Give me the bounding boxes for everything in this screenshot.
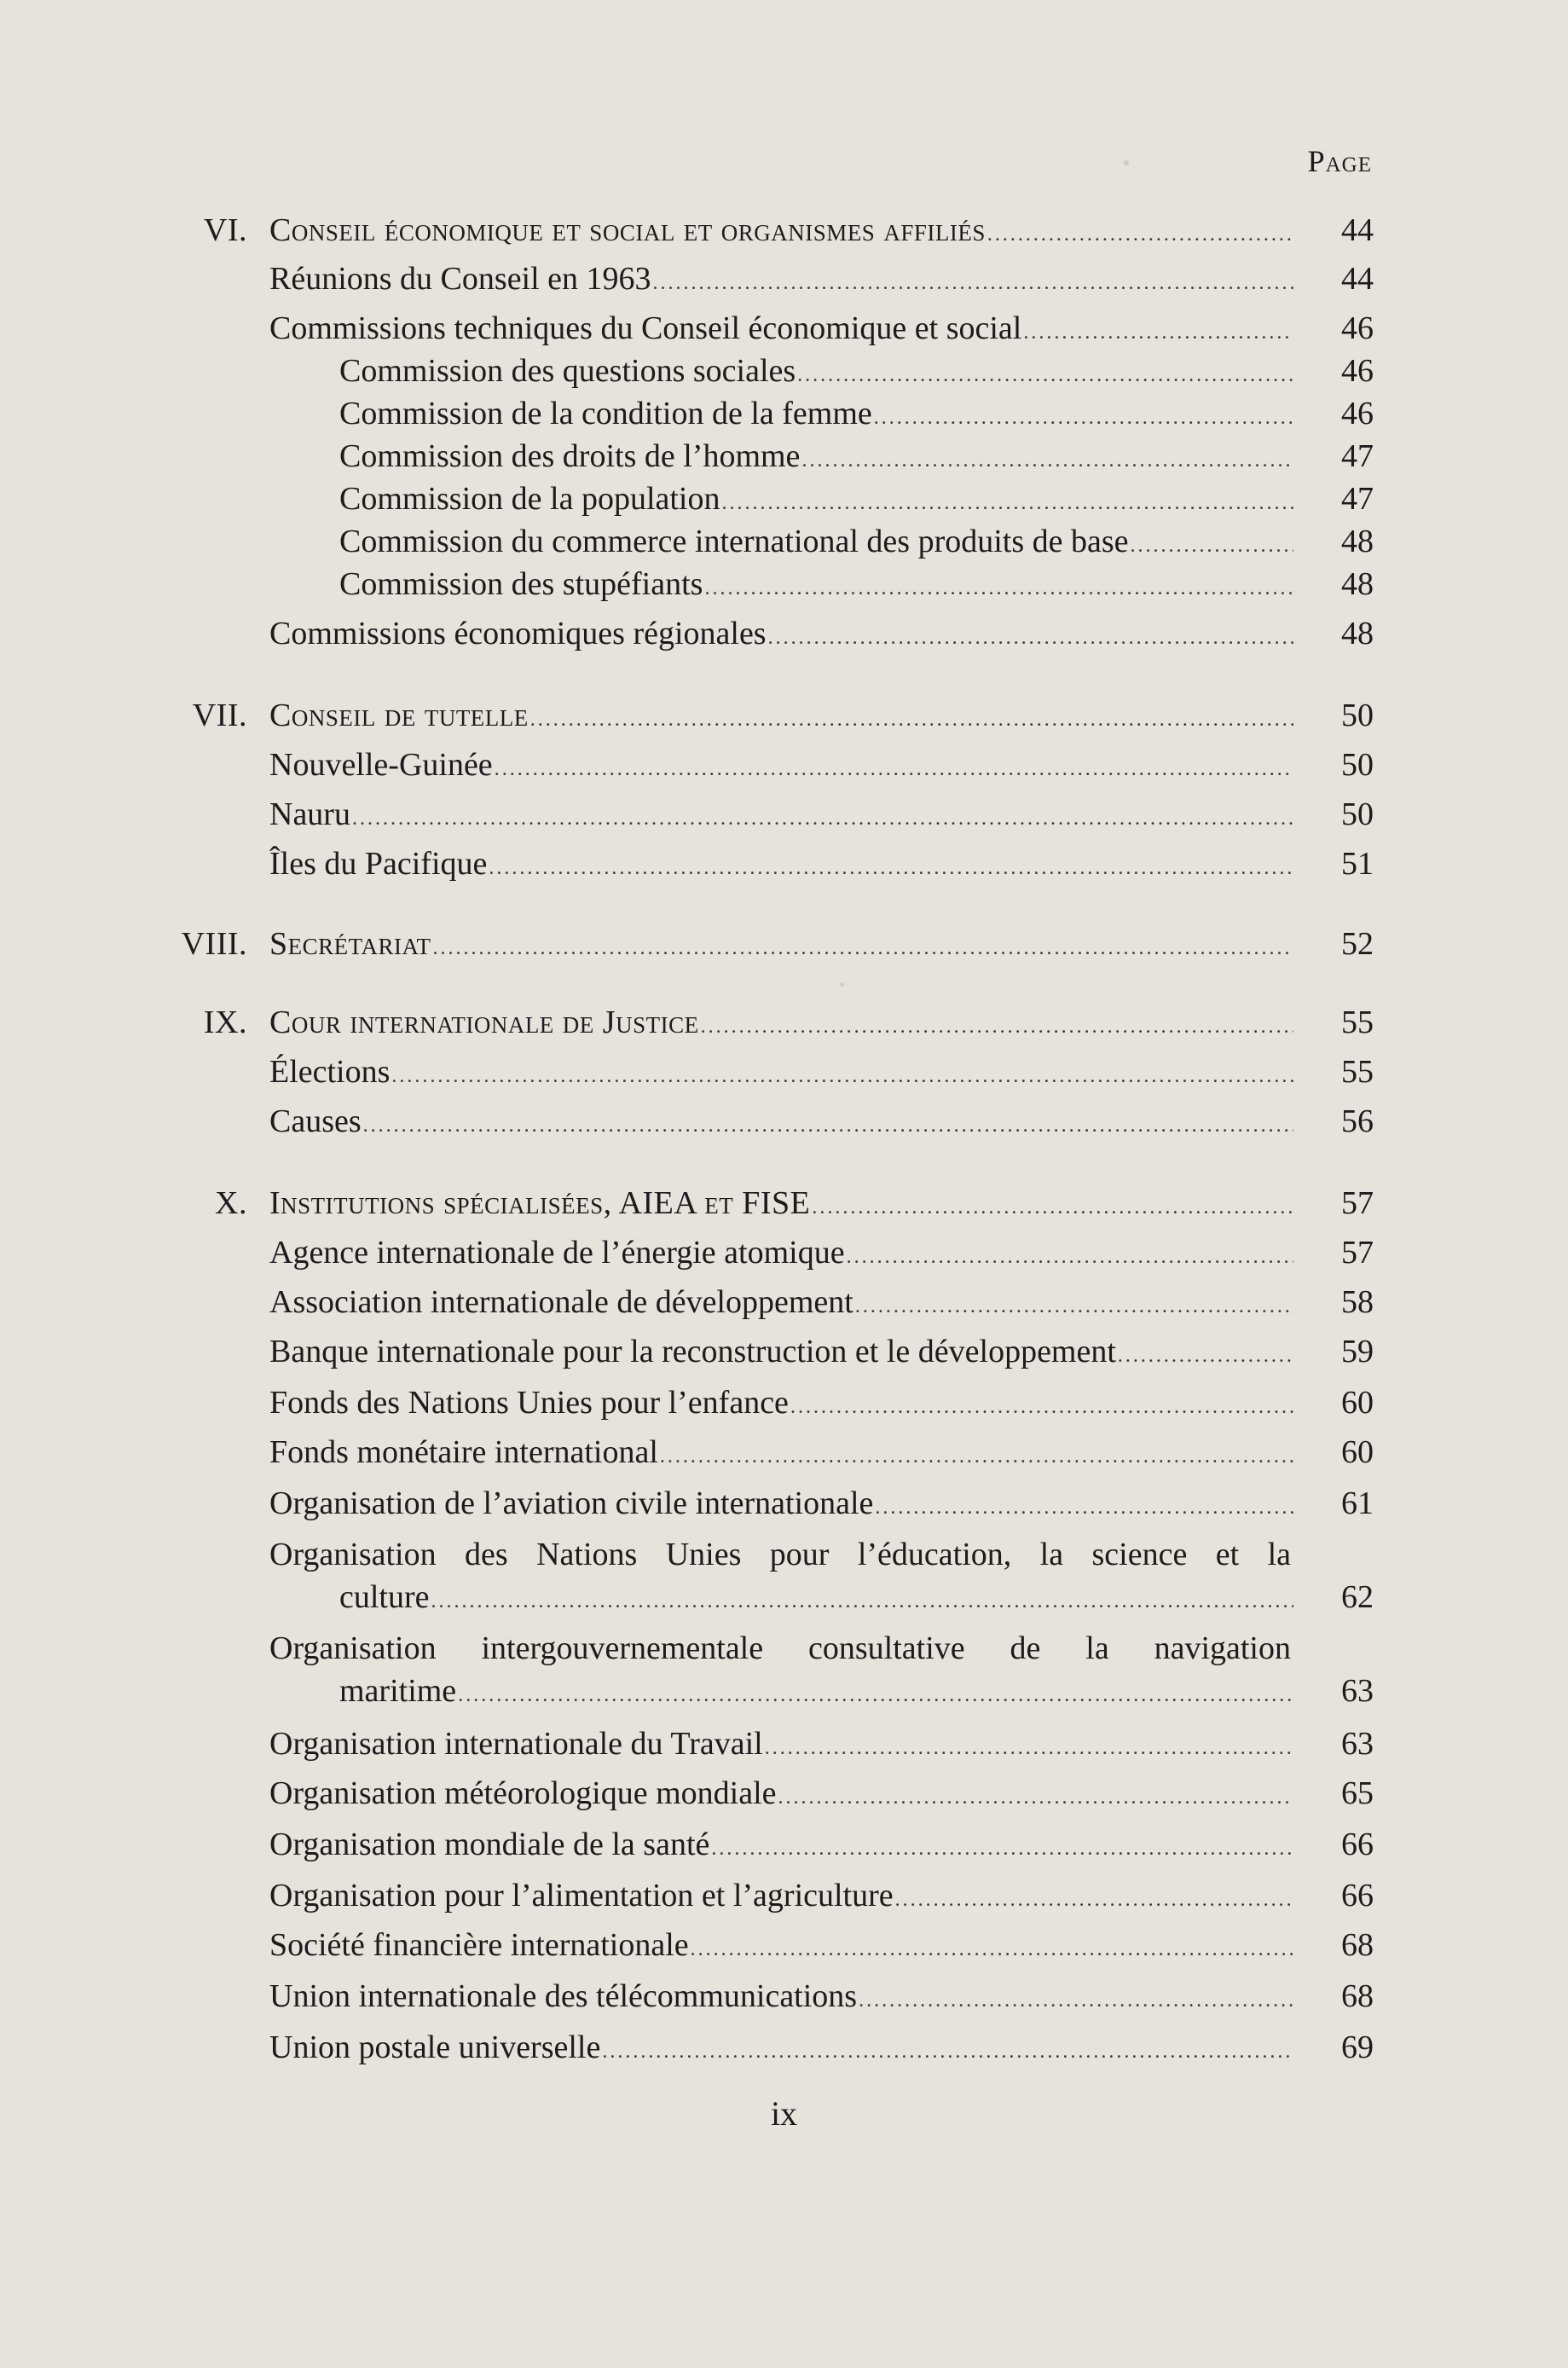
toc-entry	[339, 1670, 1293, 1717]
toc-entry-row	[0, 1772, 1568, 1815]
dot-leader	[432, 927, 1293, 970]
page-number: 57	[1341, 1235, 1374, 1271]
toc-entry-row	[0, 1431, 1568, 1473]
entry-title: culture	[339, 1579, 430, 1615]
dot-leader	[458, 1674, 1293, 1717]
dot-leader	[352, 797, 1293, 840]
toc-entry	[269, 1231, 1293, 1278]
entry-title: Fonds des Nations Unies pour l’enfance	[269, 1385, 789, 1421]
toc-entry-row	[0, 563, 1568, 605]
page-number: 63	[1341, 1726, 1374, 1762]
entry-title: Réunions du Conseil en 1963	[269, 261, 651, 297]
toc-entry-row	[0, 1627, 1568, 1670]
entry-title: Secrétariat	[269, 926, 431, 962]
toc-entry	[269, 1482, 1293, 1529]
page-number: 46	[1341, 396, 1374, 431]
toc-entry-row	[0, 478, 1568, 520]
entry-title: Organisation de l’aviation civile internationale	[269, 1485, 874, 1521]
toc-entry-row-continued	[0, 1576, 1568, 1618]
toc-entry	[269, 744, 1293, 790]
entry-title: Conseil de tutelle	[269, 698, 529, 733]
toc-entry-row	[0, 1330, 1568, 1373]
page-number: 60	[1341, 1385, 1374, 1421]
page-number: 48	[1341, 524, 1374, 559]
entry-title: Commission des stupéfiants	[339, 566, 703, 602]
dot-leader	[790, 1386, 1293, 1428]
entry-title: Union postale universelle	[269, 2029, 601, 2065]
toc-entry-row	[0, 1722, 1568, 1765]
toc-entry-row	[0, 612, 1568, 655]
page-number: 50	[1341, 796, 1374, 832]
toc-entry	[339, 1576, 1293, 1623]
page-number: 47	[1341, 481, 1374, 517]
dot-leader	[859, 1979, 1293, 2022]
page-number: 56	[1341, 1103, 1374, 1139]
toc-entry-row	[0, 793, 1568, 836]
toc-entry-row	[0, 258, 1568, 300]
section-heading-row	[0, 1001, 1568, 1044]
page-number: 66	[1341, 1878, 1374, 1914]
toc-entry	[269, 1330, 1293, 1377]
dot-leader	[1131, 524, 1293, 567]
dot-leader	[812, 1186, 1293, 1229]
page-number: 50	[1341, 747, 1374, 783]
section-number: VI.	[203, 212, 247, 248]
section-heading-row	[0, 209, 1568, 252]
toc-entry-row	[0, 744, 1568, 786]
entry-title: Organisation météorologique mondiale	[269, 1775, 777, 1811]
entry-title: Cour internationale de Justice	[269, 1005, 699, 1040]
paper-spot	[840, 982, 844, 987]
dot-leader	[660, 1435, 1293, 1478]
section-heading-row	[0, 923, 1568, 965]
page-number: 44	[1341, 212, 1374, 248]
page-number: 48	[1341, 566, 1374, 602]
dot-leader	[874, 397, 1293, 439]
dot-leader	[987, 213, 1293, 256]
toc-entry-row	[0, 1231, 1568, 1274]
dot-leader	[431, 1580, 1293, 1623]
dot-leader	[489, 847, 1293, 889]
toc-entry	[339, 392, 1293, 439]
page-number: 55	[1341, 1005, 1374, 1040]
page-column-label: Page	[1307, 144, 1372, 178]
dot-leader	[768, 617, 1293, 659]
page-number: 59	[1341, 1334, 1374, 1369]
toc-entry-row	[0, 1533, 1568, 1576]
toc-entry	[269, 793, 1293, 840]
toc-entry-row-continued	[0, 1670, 1568, 1712]
toc-entry-row	[0, 1874, 1568, 1917]
page-number: 46	[1341, 353, 1374, 389]
entry-title: Commission des questions sociales	[339, 353, 796, 389]
section-number: VII.	[192, 698, 247, 733]
toc-entry	[269, 1975, 1293, 2022]
toc-entry	[269, 842, 1293, 889]
toc-entry-row	[0, 842, 1568, 885]
entry-title: Institutions spécialisées, AIEA et FISE	[269, 1185, 811, 1221]
page-number: 68	[1341, 1927, 1374, 1963]
toc-entry	[269, 1281, 1293, 1328]
toc-entry	[269, 1431, 1293, 1478]
toc-entry-row	[0, 1100, 1568, 1143]
entry-title: Union internationale des télécommunications	[269, 1978, 858, 2014]
entry-title: Commission du commerce international des produits de base	[339, 524, 1129, 559]
dot-leader	[1023, 311, 1293, 354]
page-number: 65	[1341, 1775, 1374, 1811]
page-number: 46	[1341, 310, 1374, 346]
page-number: 63	[1341, 1673, 1374, 1709]
entry-title: Société financière internationale	[269, 1927, 689, 1963]
toc-entry-row	[0, 350, 1568, 392]
dot-leader	[797, 354, 1293, 397]
section-heading	[269, 209, 1293, 256]
dot-leader	[875, 1486, 1293, 1529]
toc-entry	[339, 478, 1293, 524]
dot-leader	[847, 1236, 1293, 1278]
toc-entry	[339, 563, 1293, 610]
page-number: 44	[1341, 261, 1374, 297]
toc-entry-row	[0, 1482, 1568, 1525]
entry-title: Nauru	[269, 796, 350, 832]
toc-entry	[269, 1381, 1293, 1428]
entry-title: Îles du Pacifique	[269, 846, 488, 882]
page-number: 66	[1341, 1827, 1374, 1862]
toc-entry	[269, 1051, 1293, 1097]
dot-leader	[1118, 1335, 1293, 1377]
page-number: 55	[1341, 1054, 1374, 1090]
entry-title: Banque internationale pour la reconstruction et le développement	[269, 1334, 1116, 1369]
toc-entry	[269, 1823, 1293, 1870]
section-number: X.	[215, 1185, 247, 1221]
dot-leader	[801, 439, 1293, 482]
entry-title: Organisation mondiale de la santé	[269, 1827, 710, 1862]
section-heading	[269, 1001, 1293, 1048]
section-heading	[269, 923, 1293, 970]
entry-title: Commission de la population	[339, 481, 720, 517]
entry-title: Commission de la condition de la femme	[339, 396, 872, 431]
entry-title: Nouvelle-Guinée	[269, 747, 493, 783]
page-folio: ix	[770, 2094, 798, 2133]
dot-leader	[391, 1055, 1293, 1097]
entry-title: maritime	[339, 1673, 457, 1709]
section-number: VIII.	[181, 926, 247, 962]
entry-title: Causes	[269, 1103, 362, 1139]
entry-title: Élections	[269, 1054, 391, 1090]
dot-leader	[778, 1776, 1294, 1819]
toc-entry-row	[0, 1381, 1568, 1424]
dot-leader	[602, 2030, 1293, 2073]
toc-entry-row	[0, 1924, 1568, 1966]
toc-entry	[339, 350, 1293, 397]
entry-title: Organisation pour l’alimentation et l’agriculture	[269, 1878, 894, 1914]
section-number: IX.	[203, 1005, 247, 1040]
page-number: 57	[1341, 1185, 1374, 1221]
page-number: 47	[1341, 438, 1374, 474]
toc-entry-row	[0, 392, 1568, 435]
toc-entry-row	[0, 1823, 1568, 1866]
toc-entry	[269, 1100, 1293, 1147]
dot-leader	[701, 1005, 1293, 1048]
toc-entry-row	[0, 520, 1568, 563]
dot-leader	[495, 748, 1293, 790]
page-number: 58	[1341, 1284, 1374, 1320]
page-number: 48	[1341, 616, 1374, 651]
toc-entry-row	[0, 1975, 1568, 2018]
dot-leader	[363, 1104, 1293, 1147]
dot-leader	[711, 1827, 1293, 1870]
section-heading	[269, 694, 1293, 741]
page-number: 69	[1341, 2029, 1374, 2065]
entry-title: Commissions techniques du Conseil économique et social	[269, 310, 1022, 346]
dot-leader	[704, 567, 1293, 610]
paper-spot	[1124, 160, 1129, 165]
toc-entry	[269, 1924, 1293, 1971]
toc-entry	[269, 1874, 1293, 1921]
toc-entry	[269, 307, 1293, 354]
page-number: 52	[1341, 926, 1374, 962]
dot-leader	[691, 1928, 1293, 1971]
page-number: 61	[1341, 1485, 1374, 1521]
entry-title: Organisation internationale du Travail	[269, 1726, 763, 1762]
section-heading-row	[0, 694, 1568, 737]
dot-leader	[653, 262, 1293, 304]
toc-entry-row	[0, 307, 1568, 350]
entry-title: Organisation des Nations Unies pour l’éducation, la science et la	[269, 1537, 1291, 1572]
entry-title: Association internationale de développement	[269, 1284, 853, 1320]
entry-title: Commission des droits de l’homme	[339, 438, 801, 474]
entry-title: Organisation intergouvernementale consultative de la navigation	[269, 1630, 1291, 1666]
dot-leader	[765, 1727, 1293, 1769]
toc-entry	[339, 435, 1293, 482]
page-number: 68	[1341, 1978, 1374, 2014]
toc-entry	[269, 612, 1293, 659]
entry-title: Conseil économique et social et organismes affiliés	[269, 212, 986, 248]
toc-entry-row	[0, 2026, 1568, 2069]
entry-title: Commissions économiques régionales	[269, 616, 767, 651]
toc-entry	[269, 258, 1293, 304]
toc-entry	[339, 520, 1293, 567]
page-number: 50	[1341, 698, 1374, 733]
dot-leader	[855, 1285, 1293, 1328]
page-number: 62	[1341, 1579, 1374, 1615]
dot-leader	[721, 482, 1293, 524]
toc-entry	[269, 1722, 1293, 1769]
dot-leader	[530, 698, 1293, 741]
toc-entry	[269, 2026, 1293, 2073]
toc-entry-row	[0, 1281, 1568, 1323]
entry-title: Fonds monétaire international	[269, 1434, 658, 1470]
entry-title: Agence internationale de l’énergie atomique	[269, 1235, 845, 1271]
toc-entry-row	[0, 435, 1568, 478]
section-heading	[269, 1182, 1293, 1229]
page-number: 60	[1341, 1434, 1374, 1470]
section-heading-row	[0, 1182, 1568, 1225]
toc-entry-row	[0, 1051, 1568, 1093]
toc-entry	[269, 1772, 1293, 1819]
dot-leader	[895, 1879, 1293, 1921]
page-number: 51	[1341, 846, 1374, 882]
